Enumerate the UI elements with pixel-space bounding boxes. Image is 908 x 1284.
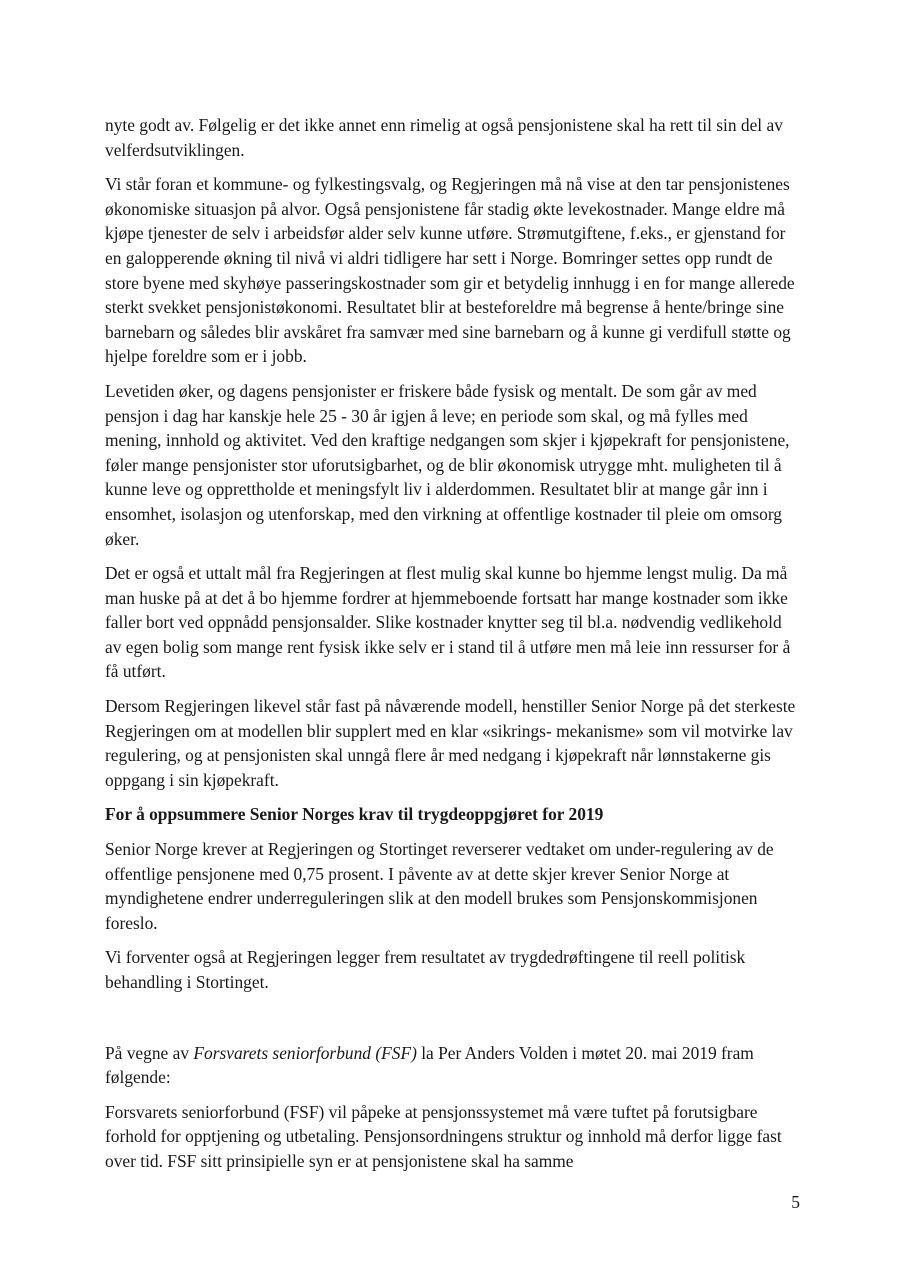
paragraph-expectation: Vi forventer også at Regjeringen legger frem resultatet av trygdedrøftingene til reell politisk behandling i Stortinget.	[105, 947, 746, 992]
fsf-org-name: Forsvarets seniorforbund (FSF)	[193, 1042, 417, 1063]
paragraph-election: Vi står foran et kommune- og fylkestingsvalg, og Regjeringen må nå vise at den tar pensjonistenes økonomiske situasjon på alvor. Også pensjonistene får stadig økte levekostnader. Mange eldre må kjøpe tjenester de selv i arbeidsfør alder selv kunne utføre. Strømutgiftene, f.eks., er gjenstand for en galopperende økning til nivå vi aldri tidligere har sett i Norge. Bomringer settes opp rundt de store byene med skyhøye passeringskostnader som gir et betydelig innhugg i en for mange allerede sterkt svekket pensjonistøkonomi. Resultatet blir at besteforeldre må begrense å hente/bringe sine barnebarn og således blir avskåret fra samvær med sine barnebarn og å kunne gi verdifull støtte og hjelpe foreldre som er i jobb.	[105, 174, 795, 367]
paragraph-life-expectancy: Levetiden øker, og dagens pensjonister er friskere både fysisk og mentalt. De som går av med pensjon i dag har kanskje hele 25 - 30 år igjen å leve; en periode som skal, og må fylles med mening, innhold og aktivitet. Ved den kraftige nedgangen som skjer i kjøpekraft for pensjonistene, føler mange pensjonister stor uforutsigbarhet, og de blir økonomisk utrygge mht. muligheten til å kunne leve og opprettholde et meningsfylt liv i alderdommen. Resultatet blir at mange går inn i ensomhet, isolasjon og utenforskap, med den virkning at offentlige kostnader til pleie om omsorg øker.	[105, 380, 790, 549]
document-body	[105, 113, 800, 1184]
section-spacer	[105, 1005, 800, 1041]
paragraph-senior-norge-demand: Senior Norge krever at Regjeringen og Stortinget reverserer vedtaket om under-regulering av de offentlige pensjonene med 0,75 prosent. I påvente av at dette skjer krever Senior Norge at myndighetene endrer underreguleringen slik at den modell brukes som Pensjonskommisjonen foreslo.	[105, 839, 774, 933]
summary-heading: For å oppsummere Senior Norges krav til trygdeoppgjøret for 2019	[105, 804, 604, 825]
paragraph-safeguard-mechanism: Dersom Regjeringen likevel står fast på nåværende modell, henstiller Senior Norge på det sterkeste Regjeringen om at modellen blir supplert med en klar «sikrings- mekanisme» som vil motvirke lav regulering, og at pensjonisten skal unngå flere år med nedgang i kjøpekraft når lønnstakerne gis oppgang i sin kjøpekraft.	[105, 696, 796, 790]
paragraph-living-at-home: Det er også et uttalt mål fra Regjeringen at flest mulig skal kunne bo hjemme lengst mulig. Da må man huske på at det å bo hjemme fordrer at hjemmeboende fortsatt har mange kostnader som ikke faller bort ved oppnådd pensjonsalder. Slike kostnader knytter seg til bl.a. nødvendig vedlikehold av egen bolig som mange rent fysisk ikke selv er i stand til å utføre men må leie inn ressurser for å få utført.	[105, 563, 791, 682]
paragraph-fsf-intro	[105, 1041, 800, 1090]
paragraph-continuation: nyte godt av. Følgelig er det ikke annet enn rimelig at også pensjonistene skal ha rett til sin del av velferdsutviklingen.	[105, 115, 783, 160]
fsf-intro-suffix: la Per Anders Volden i møtet 20. mai 2019 fram følgende:	[105, 1042, 754, 1088]
page-number: 5	[791, 1192, 800, 1212]
paragraph-fsf-statement: Forsvarets seniorforbund (FSF) vil påpeke at pensjonssystemet må være tuftet på forutsigbare forhold for opptjening og utbetaling. Pensjonsordningens struktur og innhold må derfor ligge fast over tid. FSF sitt prinsipielle syn er at pensjonistene skal ha samme	[105, 1101, 782, 1171]
fsf-intro-prefix: På vegne av	[105, 1042, 194, 1063]
